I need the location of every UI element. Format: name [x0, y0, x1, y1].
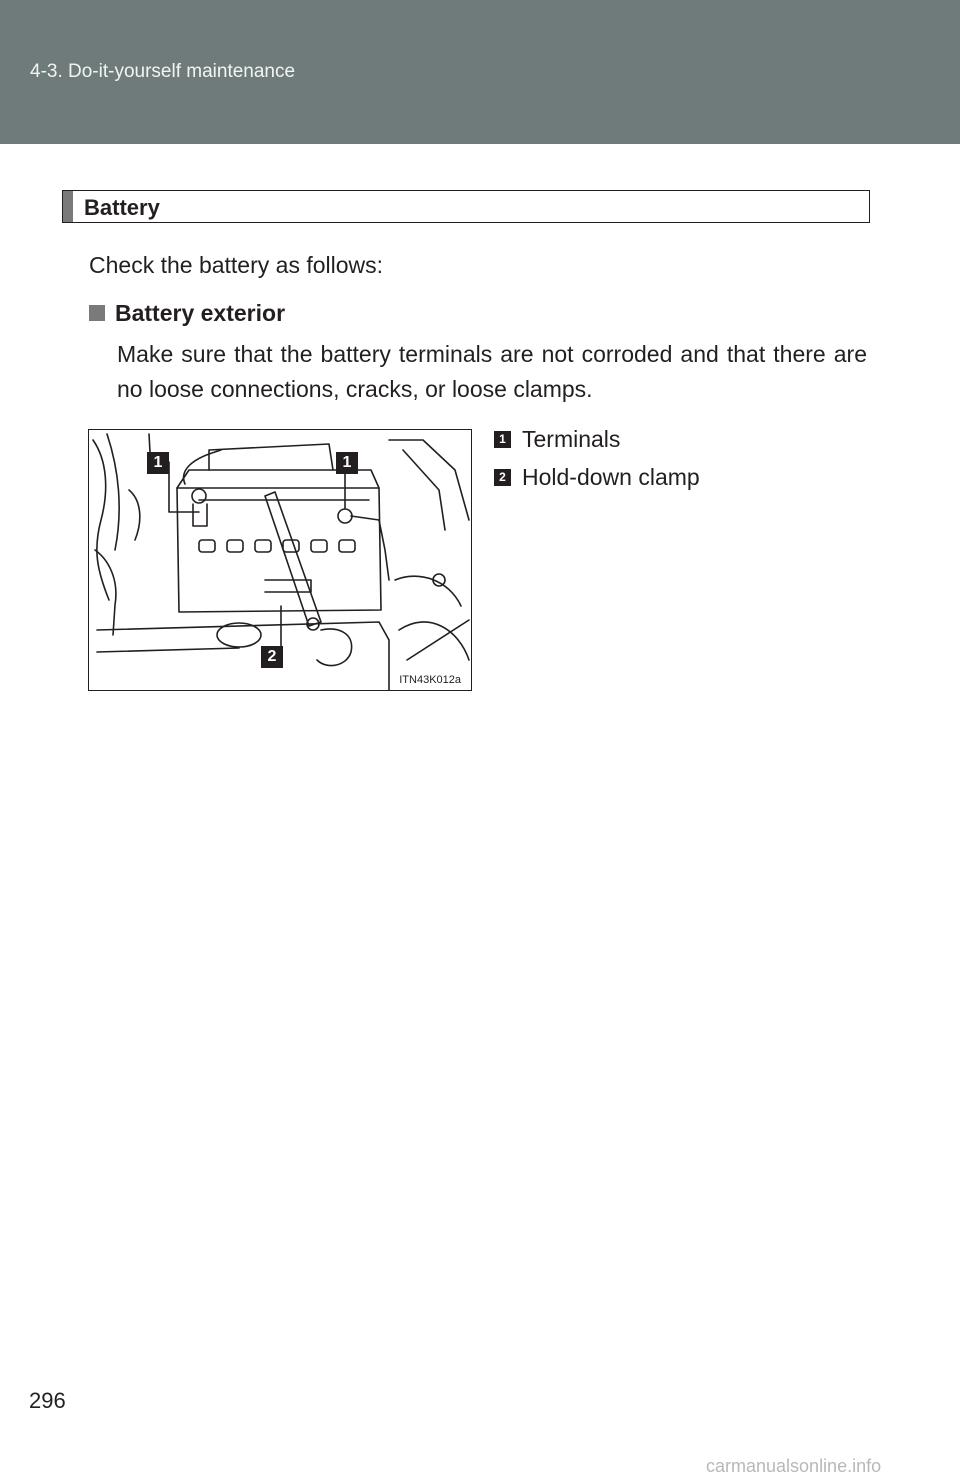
battery-illustration [88, 429, 472, 691]
legend-label: Hold-down clamp [522, 464, 700, 490]
subsection-heading [89, 300, 285, 327]
square-bullet-icon [89, 305, 105, 321]
page-number: 296 [29, 1388, 66, 1413]
figure-code: ITN43K012a [399, 674, 461, 686]
header-band [0, 0, 960, 144]
section-title: Battery [84, 195, 160, 220]
subsection-title: Battery exterior [115, 300, 286, 326]
callout-1-right: 1 [336, 452, 358, 474]
section-heading [62, 190, 870, 223]
breadcrumb: 4-3. Do-it-yourself maintenance [30, 61, 296, 82]
callout-1-left: 1 [147, 452, 169, 474]
legend-number-badge: 2 [494, 469, 511, 486]
intro-text: Check the battery as follows: [89, 252, 384, 278]
watermark: carmanualsonline.info [706, 1456, 882, 1476]
callout-2: 2 [261, 646, 283, 668]
section-heading-marker [63, 191, 73, 222]
legend-label: Terminals [522, 426, 621, 452]
legend-number-badge: 1 [494, 431, 511, 448]
subsection-body: Make sure that the battery terminals are not corroded and that there are no loose connections, cracks, or loose clamps. [117, 341, 867, 402]
